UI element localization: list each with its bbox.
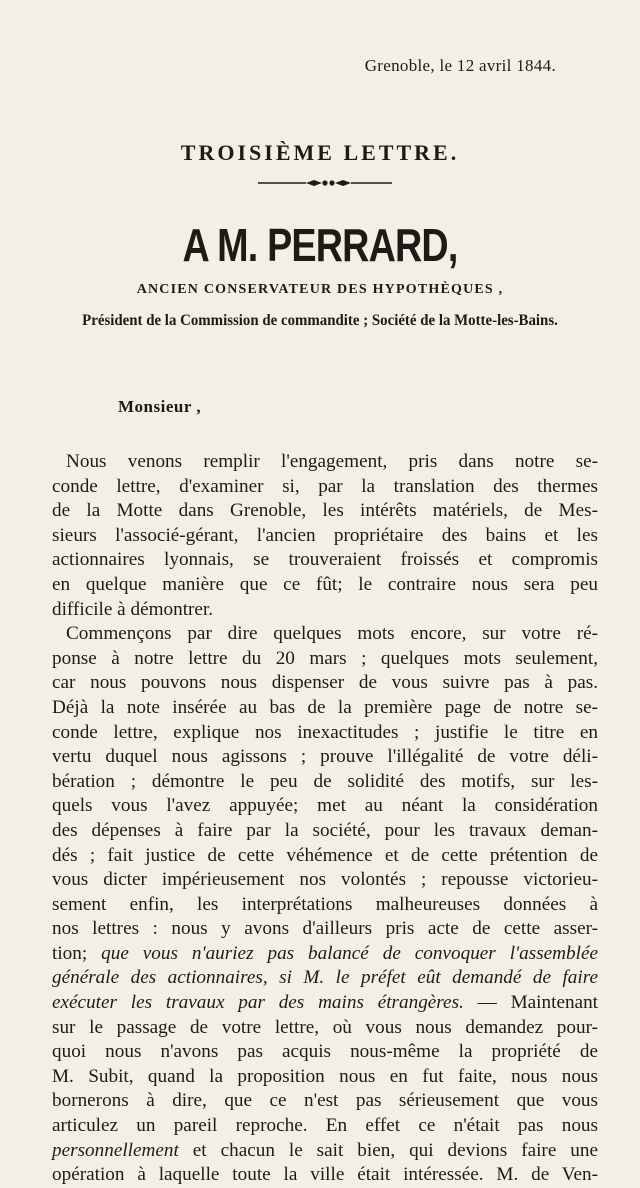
text-line <box>52 1016 598 1041</box>
text-line <box>52 475 598 500</box>
text-span: conde lettre, explique nos inexactitudes ; justifie le titre en <box>52 721 598 743</box>
text-span: articulez un pareil reproche. En effet ce n'était pas nous <box>52 1115 598 1137</box>
text-line <box>52 770 598 795</box>
text-line <box>52 696 598 721</box>
addressee: A M. PERRARD, <box>182 219 458 271</box>
text-line <box>52 794 598 819</box>
text-span: sur le passage de votre lettre, où vous nous demandez pour- <box>52 1016 598 1038</box>
text-line <box>52 1163 598 1188</box>
italic-span: personnellement <box>52 1139 179 1161</box>
text-line <box>52 819 598 844</box>
italic-span: que vous n'auriez pas balancé de convoquer l'assemblée <box>101 942 598 964</box>
text-span: quels vous l'avez appuyée; met au néant la considération <box>52 795 598 817</box>
letter-body <box>52 450 598 1188</box>
text-span: Nous venons remplir l'engagement, pris dans notre se- <box>66 451 598 472</box>
text-span: bornerons à dire, que ce n'est pas sérieusement que vous <box>52 1090 598 1112</box>
text-line <box>52 966 598 991</box>
text-line <box>52 524 598 549</box>
text-line <box>52 868 598 893</box>
text-line <box>52 647 598 672</box>
text-line <box>52 1089 598 1114</box>
text-span: ponse à notre lettre du 20 mars ; quelques mots seulement, <box>52 647 598 669</box>
text-line <box>52 1139 598 1164</box>
text-span: nos lettres : nous y avons d'ailleurs pris acte de cette asser- <box>52 918 598 940</box>
text-span: difficile à démontrer. <box>52 598 214 620</box>
text-line <box>52 499 598 524</box>
text-span: vertu duquel nous agissons ; prouve l'illégalité de votre déli- <box>52 746 598 768</box>
letter-heading: TROISIÈME LETTRE. <box>180 140 460 165</box>
text-span: bération ; démontre le peu de solidité des motifs, sur les- <box>52 770 598 792</box>
text-line <box>52 917 598 942</box>
ornament-rule <box>258 177 392 189</box>
text-line <box>52 1065 598 1090</box>
text-span: de la Motte dans Grenoble, les intérêts matériels, de Mes- <box>52 500 598 522</box>
text-line <box>52 991 598 1016</box>
text-line <box>52 721 598 746</box>
text-span: opération à laquelle toute la ville était intéressée. M. de Ven- <box>52 1164 598 1186</box>
text-span: Déjà la note insérée au bas de la première page de notre se- <box>52 696 598 718</box>
text-span: car nous pouvons nous dispenser de vous suivre pas à pas. <box>52 672 598 694</box>
addressee-subtitle: Président de la Commission de commandite ; Société de la Motte-les-Bains. <box>82 312 558 329</box>
dateline: Grenoble, le 12 avril 1844. <box>364 56 556 75</box>
text-span: des dépenses à faire par la société, pour les travaux deman- <box>52 819 598 841</box>
text-line <box>52 622 598 647</box>
text-span: dés ; fait justice de cette véhémence et de cette prétention de <box>52 844 598 866</box>
text-line <box>52 1040 598 1065</box>
text-span: actionnaires lyonnais, se trouveraient froissés et compromis <box>52 549 598 571</box>
addressee-title: ANCIEN CONSERVATEUR DES HYPOTHÈQUES , <box>136 282 504 297</box>
salutation: Monsieur , <box>118 397 202 416</box>
text-span: sieurs l'associé-gérant, l'ancien propriétaire des bains et les <box>52 524 598 546</box>
text-line <box>52 1114 598 1139</box>
text-line <box>52 942 598 967</box>
italic-span: générale des actionnaires, si M. le préfet eût demandé de faire <box>52 967 598 989</box>
text-span: en quelque manière que ce fût; le contraire nous sera peu <box>52 573 598 595</box>
text-line <box>52 893 598 918</box>
text-span: Commençons par dire quelques mots encore, sur votre ré- <box>66 623 598 645</box>
text-span: et chacun le sait bien, qui devions faire une <box>178 1139 598 1161</box>
text-line <box>52 573 598 598</box>
text-span: conde lettre, d'examiner si, par la translation des thermes <box>52 475 598 497</box>
text-span: quoi nous n'avons pas acquis nous-même la propriété de <box>52 1041 598 1063</box>
text-line <box>52 598 598 623</box>
text-line <box>52 671 598 696</box>
text-line <box>52 450 598 475</box>
text-line <box>52 844 598 869</box>
text-span: sement enfin, les interprétations malheureuses données à <box>52 893 598 915</box>
text-span: tion; <box>52 942 102 964</box>
text-line <box>52 548 598 573</box>
text-span: vous dicter impérieusement nos volontés ; repousse victorieu- <box>52 869 598 891</box>
italic-span: exécuter les travaux par des mains étrangères. <box>52 992 464 1014</box>
text-span: — Maintenant <box>463 992 598 1014</box>
text-span: M. Subit, quand la proposition nous en fut faite, nous nous <box>52 1065 598 1087</box>
text-line <box>52 745 598 770</box>
